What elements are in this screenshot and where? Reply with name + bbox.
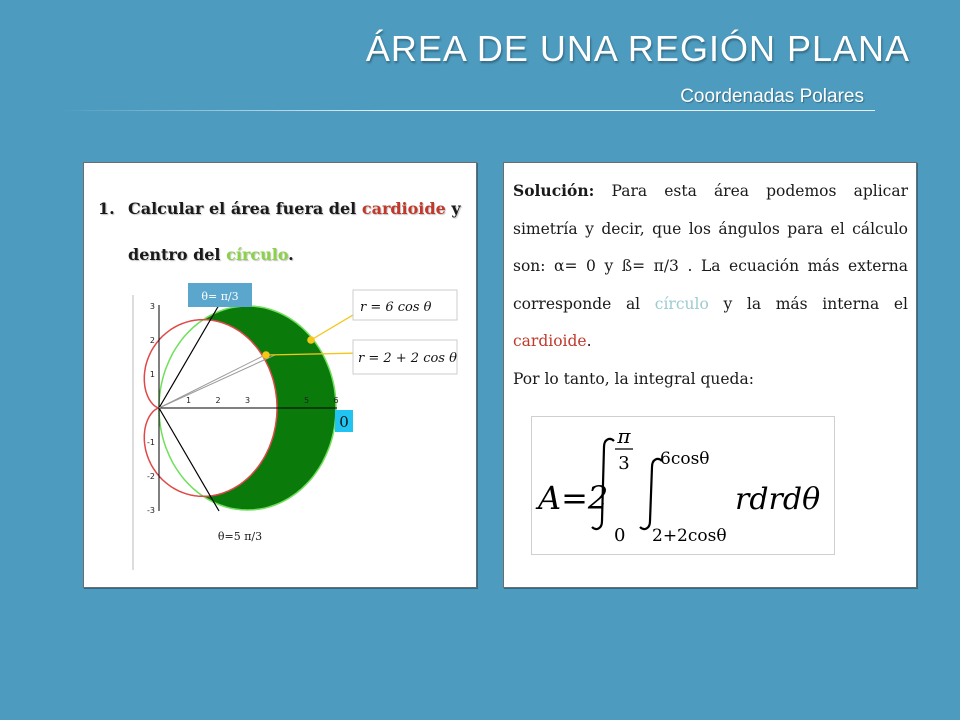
outer-upper-den: 3: [618, 453, 630, 474]
problem-text-end: .: [288, 245, 294, 264]
y-tick-label: -2: [147, 472, 155, 481]
solution-cardioid-word: cardioide: [513, 332, 587, 350]
solution-conclusion: Por lo tanto, la integral queda:: [513, 369, 754, 388]
x-tick-label: 5: [303, 396, 310, 405]
integral-box: [531, 416, 835, 555]
problem-text-before: Calcular el área fuera del: [128, 199, 362, 218]
y-tick-label: 3: [149, 302, 155, 311]
solution-label: Solución:: [513, 181, 595, 200]
integrand: rdrdθ: [735, 482, 821, 517]
problem-circle-word: círculo: [226, 245, 289, 264]
problem-text-middle: y dentro del: [128, 199, 461, 264]
solution-text: [513, 172, 908, 398]
problem-number: 1.: [98, 199, 115, 218]
y-tick-label: 2: [149, 336, 155, 345]
x-tick-label: 1: [185, 396, 192, 405]
x-tick-label: 3: [244, 396, 251, 405]
integral-lhs: A=2: [538, 479, 609, 517]
y-tick-label: -3: [147, 506, 155, 515]
theta-top-label: θ= π/3: [201, 290, 239, 303]
zero-label: 0: [339, 413, 349, 431]
solution-part3: .: [586, 332, 592, 350]
theta-bottom-label: θ=5 π/3: [217, 530, 263, 543]
problem-cardioid-word: cardioide: [361, 199, 446, 218]
solution-part1: Para esta área podemos aplicar simetría y decir, que los ángulos para el cálculo son: α= 0 y ß= π/3 . La ecuación más externa corresponde al: [513, 182, 908, 313]
solution-circle-word: círculo: [654, 294, 709, 313]
outer-upper-num: π: [617, 424, 631, 448]
solution-part2: y la más interna el: [708, 294, 909, 313]
y-tick-label: 1: [149, 370, 155, 379]
x-tick-label: 6: [333, 396, 339, 405]
x-tick-label: 2: [215, 396, 221, 405]
integral-formula: [532, 417, 834, 554]
eq-circle-label: r = 6 cos θ: [360, 300, 432, 315]
outer-lower: 0: [614, 525, 626, 546]
page-subtitle: Coordenadas Polares: [680, 86, 864, 107]
inner-upper: 6cosθ: [660, 449, 710, 469]
page-title: ÁREA DE UNA REGIÓN PLANA: [365, 28, 910, 69]
eq-cardioid-label: r = 2 + 2 cos θ: [358, 351, 457, 366]
inner-lower: 2+2cosθ: [652, 526, 727, 546]
inner-integral-sign: [640, 459, 662, 529]
y-tick-label: -1: [147, 438, 155, 447]
